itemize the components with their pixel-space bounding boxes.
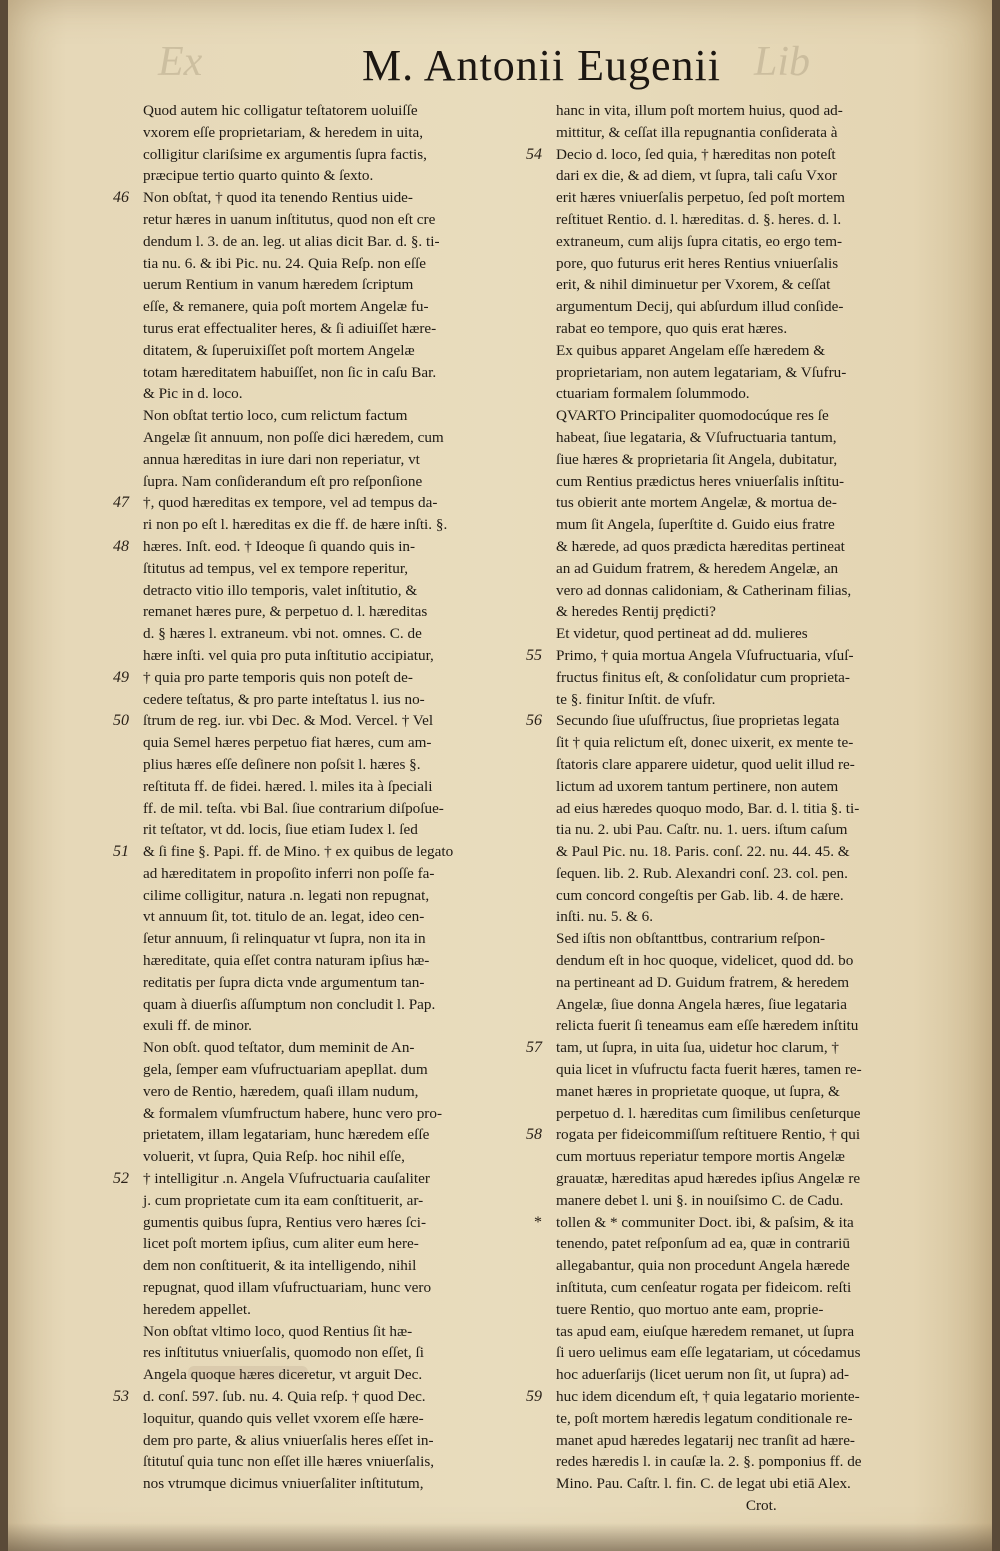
line-text: Mino. Pau. Caſtr. l. fin. C. de legat ubi etiā Alex. [556,1475,851,1493]
line-text: reditatis per ſupra dicta vnde argumentum tan- [143,973,425,991]
margin-number: 53 [113,1388,129,1406]
text-line [143,732,521,754]
line-text: Decio d. loco, ſed quia, † hæreditas non poteſt [556,145,836,163]
book-page [8,0,992,1551]
line-text: ff. de mil. teſta. vbi Bal. ſiue contrarium diſpoſue- [143,799,444,817]
text-line [556,1015,944,1037]
line-text: grauatæ, hæreditas apud hæredes ipſius Angelæ re [556,1170,861,1188]
text-line [143,427,521,449]
text-line [143,601,521,623]
text-line [556,906,944,928]
line-text: & hærede, ad quos prædicta hæreditas pertineat [556,537,845,555]
line-text: ſi uero uelimus eam eſſe legatariam, ut cócedamus [556,1344,861,1362]
line-text: totam hæreditatem habuiſſet, non ſic in caſu Bar. [143,363,437,381]
text-line [143,383,521,405]
line-text: tia nu. 6. & ibi Pic. nu. 24. Quia Reſp. non eſſe [143,254,427,272]
text-line [556,950,944,972]
right-text-column [526,100,944,1517]
text-line [143,1277,521,1299]
text-line [556,536,944,558]
line-text: tuere Rentio, quo mortuo ante eam, proprie- [556,1300,824,1318]
line-text: colligitur clariſsime ex argumentis ſupra factis, [143,145,427,163]
text-line [143,318,521,340]
text-line [556,623,944,645]
line-text: ſetur annuum, ſi relinquatur vt ſupra, non ita in [143,930,426,948]
bleed-through-left: Ex [158,39,203,85]
text-line [556,514,944,536]
line-text: præcipue tertio quarto quinto & ſexto. [143,167,374,185]
line-text: exuli ff. de minor. [143,1017,252,1035]
text-line [556,340,944,362]
text-line [556,362,944,384]
text-line [556,819,944,841]
text-line [143,1233,521,1255]
text-line [556,1451,944,1473]
text-line [143,819,521,841]
line-text: repugnat, quod illam vſufructuariam, hunc vero [143,1279,432,1297]
text-line [143,1321,521,1343]
line-text: quia licet in vſufructu facta fuerit hæres, tamen re- [556,1061,862,1079]
text-line [556,928,944,950]
line-text: dendum l. 3. de an. leg. ut alias dicit Bar. d. §. ti- [143,232,440,250]
text-line [556,209,944,231]
page-bottom-edge [8,1523,992,1551]
line-text: dem pro parte, & alius vniuerſalis heres eſſet in- [143,1431,434,1449]
text-line [556,1430,944,1452]
running-header: M. Antonii Eugenii [362,41,721,90]
text-line [556,1103,944,1125]
text-line [556,492,944,514]
text-line [143,514,521,536]
line-text: Angelæ ſit annuum, non poſſe dici hæredem, cum [143,428,444,446]
text-line [556,100,944,122]
line-text: remanet hæres pure, & perpetuo d. l. hæreditas [143,603,428,621]
line-text: manere debet l. uni §. in nouiſsimo C. de Cadu. [556,1191,844,1209]
text-line [556,732,944,754]
text-line [143,253,521,275]
text-line [556,1255,944,1277]
line-text: ad eius hæredes quoquo modo, Bar. d. l. titia §. ti- [556,799,860,817]
line-text: † quia pro parte temporis quis non poteſt de- [143,668,413,686]
text-line [556,972,944,994]
line-text: cedere teſtatus, & pro parte inteſtatus l. ius no- [143,690,425,708]
text-line [143,296,521,318]
line-text: & formalem vſumfructum habere, hunc vero pro- [143,1104,443,1122]
line-text: extraneum, cum alijs ſupra citatis, eo ergo tem- [556,232,843,250]
text-line [143,580,521,602]
text-line [143,144,521,166]
line-text: Sed iſtis non obſtanttbus, contrarium reſpon- [556,930,826,948]
text-line [113,667,521,689]
text-line [143,776,521,798]
line-text: mittitur, & ceſſat illa repugnantia conſiderata à [556,123,838,141]
text-line [143,1190,521,1212]
text-line [143,928,521,950]
text-line [143,274,521,296]
margin-number: 49 [113,668,129,686]
line-text: vero ad donnas calidoniam, & Catherinam filias, [556,581,852,599]
margin-number: 55 [526,646,542,664]
line-text: Non obſtat, † quod ita tenendo Rentius uide- [143,189,413,207]
line-text: argumentum Decij, qui abſurdum illud conſide- [556,298,844,316]
line-text: cilime colligitur, natura .n. legati non repugnat, [143,886,430,904]
text-line [526,144,944,166]
text-line [556,1408,944,1430]
line-text: Non obſtat tertio loco, cum relictum factum [143,407,408,425]
text-line [556,841,944,863]
text-line [556,1495,944,1517]
text-line [556,580,944,602]
margin-number: 47 [113,494,129,512]
text-line [143,209,521,231]
text-line [526,710,944,732]
text-line [556,1277,944,1299]
text-line [556,405,944,427]
text-line [113,1168,521,1190]
line-text: erit, & nihil diminuetur per Vxorem, & ceſſat [556,276,831,294]
text-line [143,100,521,122]
text-line [526,645,944,667]
text-line [113,536,521,558]
line-text: rogata per fideicommiſſum reſtituere Rentio, † qui [556,1126,861,1144]
line-text: erit hæres vniuerſalis perpetuo, ſed poſt mortem [556,189,845,207]
line-text: ditatem, & ſuperuixiſſet poſt mortem Angelæ [143,341,415,359]
line-text: te §. finitur Inſtit. de vſufr. [556,690,716,708]
line-text: cum concord congeſtis per Gab. lib. 4. de hære. [556,886,844,904]
text-line [143,165,521,187]
text-line [143,1146,521,1168]
line-text: Quod autem hic colligatur teſtatorem uoluiſſe [143,102,418,119]
line-text: hanc in vita, illum poſt mortem huius, quod ad- [556,102,843,119]
line-text: gela, ſemper eam vſufructuariam apepllat. dum [143,1061,428,1079]
text-line [526,1124,944,1146]
line-text: licet poſt mortem ipſius, cum aliter eum here- [143,1235,419,1253]
text-line [556,1168,944,1190]
line-text: ri non po eſt l. hæreditas ex die ff. de hære inſti. §. [143,516,448,534]
text-line [143,122,521,144]
line-text: tus obierit ante mortem Angelæ, & mortua de- [556,494,837,512]
line-text: nos vtrumque dicimus vniuerſaliter inſtitutum, [143,1475,424,1493]
margin-number: 57 [526,1039,542,1057]
text-line [143,1473,521,1495]
line-text: allegabantur, quia non procedunt Angela hærede [556,1257,850,1275]
line-text: rabat eo tempore, quo quis erat hæres. [556,319,788,337]
line-text: prietatem, illam legatariam, hunc hæredem eſſe [143,1126,430,1144]
text-line [556,1342,944,1364]
line-text: redes hæredis l. in cauſæ la. 2. §. pomponius ff. de [556,1453,862,1471]
text-line [556,1321,944,1343]
text-line [556,558,944,580]
line-text: reſtituet Rentio. d. l. hæreditas. d. §. heres. d. l. [556,210,842,228]
text-line [143,950,521,972]
margin-number: * [534,1213,542,1231]
line-text: rit teſtator, vt dd. locis, ſiue etiam Iudex l. ſed [143,821,418,839]
text-line [113,187,521,209]
text-line [143,1124,521,1146]
line-text: reſtituta ff. de fidei. hæred. l. miles ita à ſpeciali [143,777,433,795]
line-text: & Paul Pic. nu. 18. Paris. conſ. 22. nu. 44. 45. & [556,843,850,861]
line-text: Primo, † quia mortua Angela Vſufructuaria, vſuſ- [556,646,854,664]
text-line [556,885,944,907]
text-line [113,1386,521,1408]
margin-number: 59 [526,1388,542,1406]
line-text: Ex quibus apparet Angelam eſſe hæredem & [556,341,826,359]
line-text: ſtitutus ad tempus, vel ex tempore reperitur, [143,559,409,577]
text-line [556,449,944,471]
line-text: Secundo ſiue uſuſfructus, ſiue proprietas legata [556,712,840,730]
line-text: tia nu. 2. ubi Pau. Caſtr. nu. 1. uers. iſtum caſum [556,821,848,839]
text-line [143,1103,521,1125]
text-line [143,340,521,362]
text-line [143,1037,521,1059]
line-text: d. § hæres l. extraneum. vbi not. omnes. C. de [143,625,422,643]
text-line [556,471,944,493]
line-text: Et videtur, quod pertineat ad dd. mulieres [556,625,808,643]
margin-number: 54 [526,145,542,163]
text-line [556,427,944,449]
text-line [143,471,521,493]
line-text: Angela quoque hæres diceretur, vt arguit Dec. [143,1366,423,1384]
text-line [143,798,521,820]
line-text: † intelligitur .n. Angela Vſufructuaria cauſaliter [143,1170,430,1188]
text-line [143,1299,521,1321]
line-text: & ſi fine §. Papi. ff. de Mino. † ex quibus de legato [143,843,454,861]
line-text: te, poſt mortem hæredis legatum conditionale re- [556,1409,853,1427]
text-line [143,863,521,885]
margin-number: 46 [113,189,129,207]
line-text: Non obſt. quod teſtator, dum meminit de An- [143,1039,415,1057]
text-line [143,994,521,1016]
line-text: vxorem eſſe proprietariam, & heredem in uita, [143,123,424,141]
line-text: vero de Rentio, hæredem, quaſi illam nudum, [143,1082,419,1100]
text-line [143,1430,521,1452]
text-line [143,449,521,471]
line-text: na pertineant ad D. Guidum fratrem, & heredem [556,973,850,991]
text-line [556,383,944,405]
text-line [143,906,521,928]
line-text: dem non conſtituerit, & ita intelligendo, nihil [143,1257,417,1275]
text-line [143,1081,521,1103]
line-text: ſtatoris clare apparere uidetur, quod uelit illud re- [556,755,855,773]
line-text: relicta fuerit ſi teneamus eam eſſe hæredem inſtitu [556,1017,859,1035]
line-text: hæreditate, quia eſſet contra naturam ipſius hæ- [143,952,430,970]
line-text: dari ex die, & ad diem, vt ſupra, tali caſu Vxor [556,167,838,185]
line-text: retur hæres in uanum inſtitutus, quod non eſt cre [143,210,436,228]
text-line [556,1081,944,1103]
text-line [526,1037,944,1059]
text-line [143,1255,521,1277]
line-text: Crot. [556,1497,777,1514]
text-line [143,645,521,667]
line-text: j. cum proprietate cum ita eam conſtituerit, ar- [143,1191,424,1209]
line-text: gumentis quibus ſupra, Rentius vero hæres ſci- [143,1213,427,1231]
line-text: Angelæ, ſiue donna Angela hæres, ſiue legataria [556,995,848,1013]
line-text: mum ſit Angela, ſuperſtite d. Guido eius fratre [556,516,835,534]
text-line [556,296,944,318]
text-line [534,1212,944,1234]
line-text: inſtituta, cum cenſeatur rogata per fideicom. reſti [556,1279,852,1297]
margin-number: 58 [526,1126,542,1144]
line-text: ſequen. lib. 2. Rub. Alexandri conſ. 23. col. pen. [556,864,848,882]
line-text: lictum ad uxorem tantum pertinere, non autem [556,777,839,795]
margin-number: 52 [113,1170,129,1188]
line-text: res inſtitutus vniuerſalis, quomodo non eſſet, ſi [143,1344,424,1362]
text-line [556,274,944,296]
text-line [556,253,944,275]
text-line [143,623,521,645]
line-text: vt annuum ſit, tot. titulo de an. legat, ideo cen- [143,908,425,926]
text-line [143,1212,521,1234]
text-line [113,710,521,732]
line-text: ſtrum de reg. iur. vbi Dec. & Mod. Vercel. † Vel [143,712,434,730]
line-text: loquitur, quando quis vellet vxorem eſſe hære- [143,1409,424,1427]
line-text: plius hæres eſſe deſinere non poſsit l. hæres §. [143,755,421,773]
line-text: tam, ut ſupra, in uita ſua, uidetur hoc clarum, † [556,1039,840,1057]
line-text: dendum eſt in hoc quoque, videlicet, quod dd. bo [556,952,854,970]
line-text: inſti. nu. 5. & 6. [556,908,654,926]
line-text: pore, quo futurus erit heres Rentius vniuerſalis [556,254,839,272]
line-text: & Pic in d. loco. [143,385,243,403]
left-text-column [113,100,521,1495]
line-text: manet hæres in proprietate quoque, ut ſupra, & [556,1082,840,1100]
text-line [143,689,521,711]
line-text: hoc aduerſarijs (licet uerum non ſit, ut ſupra) ad- [556,1366,850,1384]
text-line [556,165,944,187]
text-line [113,492,521,514]
line-text: ad hæreditatem in propoſito inferri non poſſe fa- [143,864,435,882]
line-text: cum Rentius prædictus heres vniuerſalis inſtitu- [556,472,845,490]
text-line [143,885,521,907]
line-text: turus erat effectualiter heres, & ſi adiuiſſet hære- [143,319,437,337]
text-line [143,231,521,253]
margin-number: 56 [526,712,542,730]
text-line [556,1233,944,1255]
margin-number: 51 [113,843,129,861]
text-line [556,863,944,885]
text-line [556,689,944,711]
text-line [143,558,521,580]
text-line [556,776,944,798]
line-text: cum mortuus reperiatur tempore mortis Angelæ [556,1148,845,1166]
text-line [556,798,944,820]
text-line [556,601,944,623]
text-line [143,754,521,776]
text-line [556,1364,944,1386]
text-line [556,122,944,144]
text-line [113,841,521,863]
text-line [143,972,521,994]
line-text: ſupra. Nam conſiderandum eſt pro reſponſione [143,472,423,490]
margin-number: 50 [113,712,129,730]
text-line [556,1190,944,1212]
text-line [556,231,944,253]
line-text: tenendo, patet reſponſum ad ea, quæ in contrariū [556,1235,850,1253]
line-text: ctuariam formalem ſolummodo. [556,385,750,403]
line-text: quam à diuerſis aſſumptum non concludit l. Pap. [143,995,436,1013]
line-text: d. conſ. 597. ſub. nu. 4. Quia reſp. † quod Dec. [143,1388,426,1406]
line-text: heredem appellet. [143,1300,251,1318]
line-text: hære inſti. vel quia pro puta inſtitutio accipiatur, [143,646,434,664]
line-text: proprietariam, non autem legatariam, & Vſufru- [556,363,847,381]
text-line [556,994,944,1016]
text-line [556,187,944,209]
line-text: an ad Guidum fratrem, & heredem Angelæ, an [556,559,839,577]
text-line [556,1146,944,1168]
line-text: tollen & * communiter Doct. ibi, & paſsim, & ita [556,1213,854,1231]
line-text: tas apud eam, eiuſque hæredem remanet, ut ſupra [556,1322,855,1340]
line-text: habeat, ſiue legataria, & Vſufructuaria tantum, [556,428,837,446]
line-text: ſit † quia relictum eſt, donec uixerit, ex mente te- [556,734,854,752]
margin-number: 48 [113,537,129,555]
bleed-through-right: Lib [754,39,811,85]
line-text: uerum Rentium in vanum hæredem ſcriptum [143,276,414,294]
text-line [556,318,944,340]
line-text: manet apud hæredes legatarij nec tranſit ad hære- [556,1431,855,1449]
text-line [143,1059,521,1081]
text-line [143,405,521,427]
line-text: ſiue hæres & proprietaria ſit Angela, dubitatur, [556,450,838,468]
line-text: & heredes Rentij prędicti? [556,603,716,621]
line-text: Non obſtat vltimo loco, quod Rentius ſit hæ- [143,1322,413,1340]
line-text: voluerit, vt ſupra, Quia Reſp. hoc nihil eſſe, [143,1148,405,1166]
ink-smudge [188,1366,308,1380]
line-text: QVARTO Principaliter quomodocúque res ſe [556,407,829,425]
text-line [556,1059,944,1081]
text-line [556,1299,944,1321]
line-text: huc idem dicendum eſt, † quia legatario moriente- [556,1388,860,1406]
line-text: quia Semel hæres perpetuo fiat hæres, cum am- [143,734,432,752]
line-text: detracto vitio illo temporis, valet inſtitutio, & [143,581,418,599]
line-text: eſſe, & remanere, quia poſt mortem Angelæ fu- [143,298,429,316]
line-text: †, quod hæreditas ex tempore, vel ad tempus da- [143,494,438,512]
text-line [556,754,944,776]
text-line [143,1408,521,1430]
text-line [143,362,521,384]
text-line [143,1342,521,1364]
text-line [556,1473,944,1495]
line-text: annua hæreditas in iure dari non reperiatur, vt [143,450,420,468]
text-line [556,667,944,689]
line-text: fructus finitus eſt, & conſolidatur cum proprieta- [556,668,850,686]
text-line [143,1015,521,1037]
line-text: perpetuo d. l. hæreditas cum ſimilibus cenſeturque [556,1104,861,1122]
text-line [143,1451,521,1473]
text-line [526,1386,944,1408]
line-text: ſtitutuſ quia tunc non eſſet ille hæres vniuerſalis, [143,1453,435,1471]
line-text: hæres. Inſt. eod. † Ideoque ſi quando quis in- [143,537,416,555]
